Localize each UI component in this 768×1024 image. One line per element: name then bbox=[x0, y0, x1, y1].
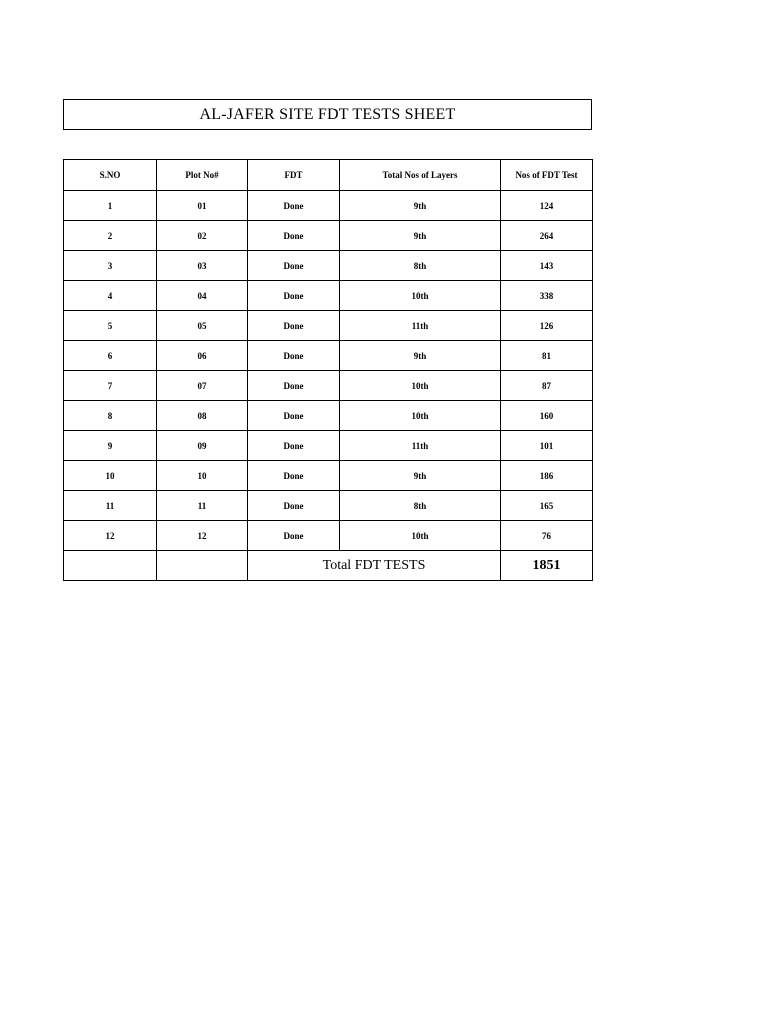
cell-sno: 6 bbox=[64, 341, 157, 371]
cell-fdt-status: Done bbox=[248, 281, 340, 311]
table-row bbox=[64, 491, 593, 521]
sheet-title: AL-JAFER SITE FDT TESTS SHEET bbox=[63, 99, 592, 130]
cell-total-layers: 10th bbox=[340, 521, 501, 551]
table-row bbox=[64, 191, 593, 221]
cell-plot-no: 12 bbox=[157, 521, 248, 551]
table-row bbox=[64, 371, 593, 401]
cell-sno: 4 bbox=[64, 281, 157, 311]
cell-fdt-test-count: 81 bbox=[501, 341, 593, 371]
table-row bbox=[64, 221, 593, 251]
table-row bbox=[64, 431, 593, 461]
cell-fdt-test-count: 338 bbox=[501, 281, 593, 311]
header-plot-no: Plot No# bbox=[157, 160, 248, 191]
cell-total-layers: 11th bbox=[340, 431, 501, 461]
cell-plot-no: 05 bbox=[157, 311, 248, 341]
table-row bbox=[64, 461, 593, 491]
cell-plot-no: 08 bbox=[157, 401, 248, 431]
table-body bbox=[64, 191, 593, 551]
cell-total-layers: 8th bbox=[340, 251, 501, 281]
fdt-tests-table bbox=[63, 159, 593, 581]
cell-fdt-test-count: 143 bbox=[501, 251, 593, 281]
cell-plot-no: 07 bbox=[157, 371, 248, 401]
cell-plot-no: 02 bbox=[157, 221, 248, 251]
cell-plot-no: 09 bbox=[157, 431, 248, 461]
header-total-layers: Total Nos of Layers bbox=[340, 160, 501, 191]
header-fdt-test-count: Nos of FDT Test bbox=[501, 160, 593, 191]
cell-plot-no: 01 bbox=[157, 191, 248, 221]
cell-total-layers: 11th bbox=[340, 311, 501, 341]
table-header-row bbox=[64, 160, 593, 191]
total-empty-cell-2 bbox=[157, 551, 248, 581]
cell-total-layers: 9th bbox=[340, 341, 501, 371]
table-row bbox=[64, 251, 593, 281]
total-row bbox=[64, 551, 593, 581]
cell-fdt-test-count: 160 bbox=[501, 401, 593, 431]
cell-plot-no: 10 bbox=[157, 461, 248, 491]
cell-total-layers: 9th bbox=[340, 461, 501, 491]
cell-fdt-status: Done bbox=[248, 401, 340, 431]
cell-fdt-status: Done bbox=[248, 461, 340, 491]
cell-sno: 8 bbox=[64, 401, 157, 431]
cell-plot-no: 04 bbox=[157, 281, 248, 311]
cell-plot-no: 03 bbox=[157, 251, 248, 281]
cell-fdt-status: Done bbox=[248, 491, 340, 521]
cell-fdt-test-count: 76 bbox=[501, 521, 593, 551]
cell-sno: 9 bbox=[64, 431, 157, 461]
total-label: Total FDT TESTS bbox=[248, 551, 501, 581]
total-value: 1851 bbox=[501, 551, 593, 581]
cell-fdt-status: Done bbox=[248, 521, 340, 551]
cell-plot-no: 06 bbox=[157, 341, 248, 371]
cell-fdt-test-count: 264 bbox=[501, 221, 593, 251]
cell-sno: 1 bbox=[64, 191, 157, 221]
cell-fdt-test-count: 101 bbox=[501, 431, 593, 461]
cell-fdt-test-count: 124 bbox=[501, 191, 593, 221]
cell-sno: 11 bbox=[64, 491, 157, 521]
cell-fdt-test-count: 126 bbox=[501, 311, 593, 341]
cell-total-layers: 10th bbox=[340, 281, 501, 311]
cell-fdt-status: Done bbox=[248, 221, 340, 251]
table-row bbox=[64, 311, 593, 341]
cell-sno: 2 bbox=[64, 221, 157, 251]
cell-sno: 5 bbox=[64, 311, 157, 341]
cell-fdt-status: Done bbox=[248, 341, 340, 371]
header-sno: S.NO bbox=[64, 160, 157, 191]
cell-sno: 3 bbox=[64, 251, 157, 281]
cell-fdt-status: Done bbox=[248, 311, 340, 341]
cell-fdt-test-count: 165 bbox=[501, 491, 593, 521]
cell-fdt-status: Done bbox=[248, 191, 340, 221]
header-fdt: FDT bbox=[248, 160, 340, 191]
cell-total-layers: 10th bbox=[340, 401, 501, 431]
table-row bbox=[64, 341, 593, 371]
cell-sno: 12 bbox=[64, 521, 157, 551]
cell-fdt-status: Done bbox=[248, 431, 340, 461]
table-row bbox=[64, 401, 593, 431]
cell-fdt-status: Done bbox=[248, 371, 340, 401]
cell-plot-no: 11 bbox=[157, 491, 248, 521]
cell-fdt-status: Done bbox=[248, 251, 340, 281]
cell-total-layers: 10th bbox=[340, 371, 501, 401]
cell-total-layers: 8th bbox=[340, 491, 501, 521]
cell-sno: 10 bbox=[64, 461, 157, 491]
cell-fdt-test-count: 186 bbox=[501, 461, 593, 491]
cell-fdt-test-count: 87 bbox=[501, 371, 593, 401]
table-row bbox=[64, 281, 593, 311]
total-empty-cell-1 bbox=[64, 551, 157, 581]
cell-total-layers: 9th bbox=[340, 221, 501, 251]
cell-sno: 7 bbox=[64, 371, 157, 401]
cell-total-layers: 9th bbox=[340, 191, 501, 221]
table-row bbox=[64, 521, 593, 551]
